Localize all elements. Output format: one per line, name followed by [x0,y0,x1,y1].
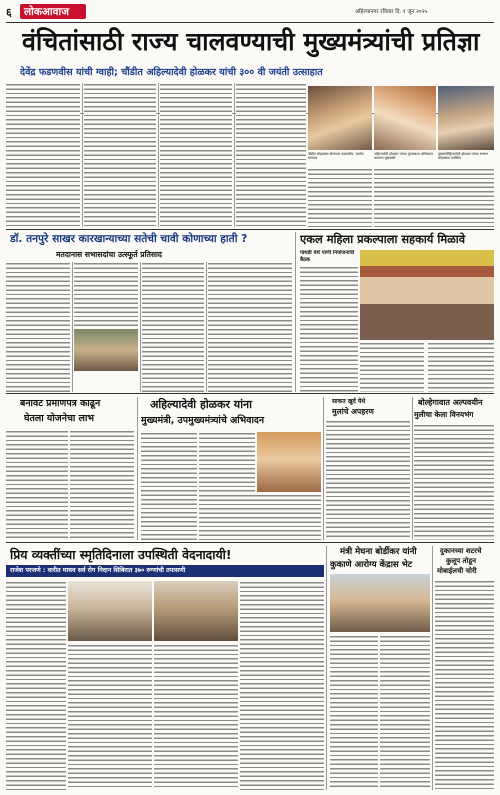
story5-line1: अहिल्यादेवी होळकर यांना [150,398,252,411]
story7-line2: मुलीचा केला विनयभंग [414,410,474,419]
story4-body-col2 [70,430,134,540]
story10-line2: कुलूप तोडून [446,557,476,565]
masthead-rule [6,22,494,23]
story8-body-col3 [154,644,238,790]
story10-body [435,580,494,790]
lead-body-col4 [236,83,306,227]
lead-photo-2 [374,86,436,150]
lead-subhead: देवेंद्र फडणवीस यांची ग्वाही; चौंडीत अहिल्यादेवी होळकर यांची ३०० वी जयंती उत्साहात [20,67,323,78]
rule [432,546,433,790]
story4-line2: घेतला योजनेचा लाभ [24,413,94,424]
story2-headline: डॉ. तनपुरे साखर कारखान्याच्या सतेची चावी कोणाच्या हाती ? [10,233,248,245]
story2-body-col4 [208,262,292,392]
masthead-logo: लोकआवाज [24,6,69,18]
story2-photo [74,329,138,371]
story10-line1: दुकानच्या शटरचे [440,547,482,555]
story8-photo-2 [154,581,238,641]
story8-body-col4 [240,581,324,790]
story9-body-col2 [380,635,430,790]
lead-caption-3: मुख्यमंत्रीहिल्यादेवी होळकर यांच्या सन्मान सोहळ्यात उपस्थित [438,152,489,161]
rule [140,262,141,392]
dateline: अहिल्यानगर रविवार दि. १ जून २०२५ [355,9,428,15]
lead-body-col2 [84,83,156,227]
rule [326,546,327,790]
lead-photo-1 [308,86,372,150]
story4-body-col1 [6,430,68,540]
story5-body-col1 [141,432,197,540]
story8-headline: प्रिय व्यक्तींच्या स्मृतिदिनाला उपस्थिती वेदनादायी! [10,547,232,562]
story3-photo [360,250,494,340]
section-rule-3 [6,542,494,543]
section-rule-1 [6,229,494,230]
section-rule-2 [6,393,494,394]
lead-body-col1 [6,83,80,227]
rule [206,262,207,392]
story9-line1: मंत्री मेघना बोर्डीकर यांनी [340,547,417,557]
story2-kicker: मतदानास सभासदांचा उत्स्फूर्त प्रतिसाद [56,250,162,259]
story6-kicker: साकत खुर्द येथे [332,398,366,405]
rule [234,83,235,227]
lead-body-col3 [160,83,232,227]
story8-body-col2 [68,644,152,790]
story2-body-col1 [6,262,70,392]
lead-body-col6 [374,168,494,227]
story5-line2: मुख्यमंत्री, उपमुख्यमंत्र्यांचे अभिवादन [141,415,265,426]
story5-photo [257,432,321,492]
page-number: ६ [6,6,12,19]
rule [295,232,296,392]
rule [137,397,138,540]
story9-photo [330,574,430,632]
lead-body-col5 [308,168,372,227]
story3-headline: एकल महिला प्रकल्पाला सहकार्य मिळावे [300,232,466,246]
story3-kicker: पाथर्डी येथे पाणी नियोजनाची बैठक [300,250,355,263]
story5-body-col2 [199,432,255,492]
rule [72,262,73,392]
rule [158,83,159,227]
rule [323,397,324,540]
story7-line1: बोल्हेगावात अल्पवयीन [418,398,483,407]
story5-body-col3 [199,494,321,540]
lead-headline: वंचितांसाठी राज्य चालवण्याची मुख्यमंत्र्यांची प्रतिज्ञा [22,27,480,56]
lead-caption-1: चौंडीत सोहळ्यात बोलताना फडणवीस. समवेत मान्यवर [308,152,364,161]
story4-line1: बनावट प्रमाणपत्र काढून [20,398,101,409]
story3-body-col2 [360,342,424,392]
story6-headline: मुलांचे अपहरण [332,407,374,416]
story9-line2: कुकाणे आरोग्य केंद्रास भेट [330,560,413,570]
rule [82,83,83,227]
story8-body-col1 [6,581,66,790]
story8-strap: राजेश परजणे : वारीत माधव सर्व रोग निदान शिबिरात ३७० रुग्णांची तपासणी [10,567,186,574]
story2-body-col3 [142,262,204,392]
story8-photo-1 [68,581,152,641]
lead-photo-3 [438,86,494,150]
story6-body [326,420,410,540]
story2-body-col2 [74,262,138,328]
story3-body-col1 [300,266,358,392]
rule [412,397,413,540]
story3-body-col3 [428,342,494,392]
story7-body [414,424,494,540]
story9-body-col1 [330,635,378,790]
story10-line3: मोबाईलची चोरी [437,567,477,575]
lead-caption-2: अहिल्यादेवी होळकर यांच्या पुतळ्याला अभिवादन करताना मुख्यमंत्री [374,152,433,161]
